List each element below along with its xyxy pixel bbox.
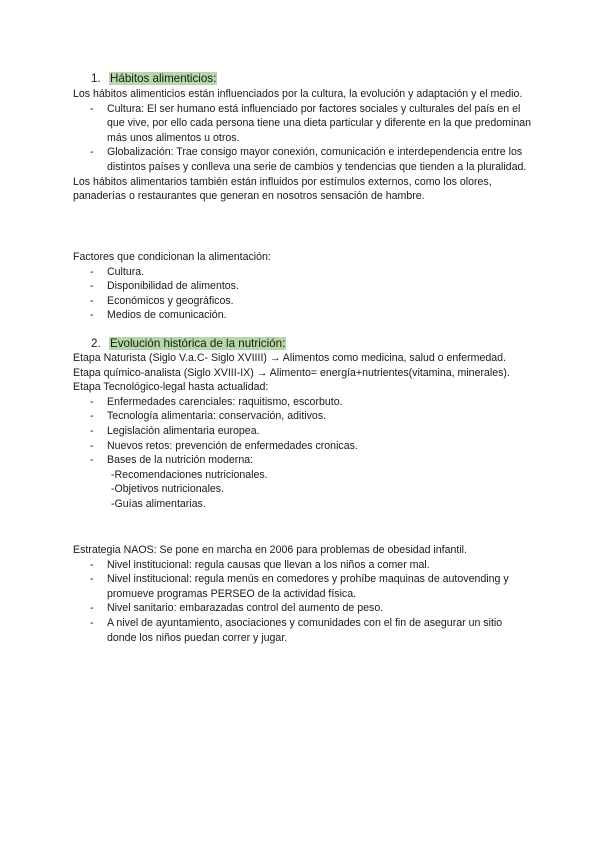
section-1-outro: Los hábitos alimentarios también están influidos por estímulos externos, como los olores, panaderías o restaurantes que generan en nosotros sensación de hambre. [73, 175, 492, 203]
section-1-body [73, 87, 533, 204]
list-item: - Globalización: Trae consigo mayor conexión, comunicación e interdependencia entre los distintos países y conlleva una serie de cambios y tendencias que tienden a la pluralidad. [73, 145, 533, 174]
section-2-title: Evolución histórica de la nutrición: [110, 337, 286, 350]
list-item: - Cultura. [73, 265, 533, 280]
list-item: - Medios de comunicación. [73, 308, 533, 323]
list-item: - A nivel de ayuntamiento, asociaciones y comunidades con el fin de asegurar un sitio donde los niños puedan correr y jugar. [73, 616, 533, 645]
factors-block [73, 250, 533, 323]
list-item: - Tecnología alimentaria: conservación, aditivos. [73, 409, 533, 424]
list-item: - Bases de la nutrición moderna: [73, 453, 533, 468]
section-1-number: 1. [91, 72, 101, 85]
section-1-title: Hábitos alimenticios: [110, 72, 217, 85]
naos-list [73, 558, 533, 646]
stage-naturista: Etapa Naturista (Siglo V.a.C- Siglo XVIIII) → Alimentos como medicina, salud o enfermedad. [73, 352, 506, 364]
list-item: - Enfermedades carenciales: raquitismo, escorbuto. [73, 395, 533, 410]
section-1-bullets [73, 102, 533, 175]
stage-tecnologico: Etapa Tecnológico-legal hasta actualidad: [73, 381, 269, 394]
list-item: - Nivel sanitario: embarazadas control del aumento de peso. [73, 601, 533, 616]
list-item: - Cultura: El ser humano está influenciado por factores sociales y culturales del país en el que vive, por ello cada persona tiene una dieta particular y diferente en la que predominan más unos alimentos u otros. [73, 102, 533, 146]
bases-item: -Objetivos nutricionales. [111, 483, 225, 496]
list-item: - Nivel institucional: regula menús en comedores y prohíbe maquinas de autovending y promueve programas PERSEO de la actividad física. [73, 572, 533, 601]
section-2-heading [91, 336, 286, 351]
factors-list [73, 265, 533, 323]
factors-title: Factores que condicionan la alimentación: [73, 251, 271, 263]
section-1-heading [91, 71, 217, 86]
list-item: - Nuevos retos: prevención de enfermedades cronicas. [73, 439, 533, 454]
section-2-number: 2. [91, 337, 101, 350]
naos-block [73, 543, 533, 645]
bases-item: -Guías alimentarias. [111, 497, 206, 510]
bases-item: -Recomendaciones nutricionales. [111, 468, 268, 481]
naos-title: Estrategia NAOS: Se pone en marcha en 2006 para problemas de obesidad infantil. [73, 544, 467, 556]
list-item: - Legislación alimentaria europea. [73, 424, 533, 439]
list-item: - Nivel institucional: regula causas que llevan a los niños a comer mal. [73, 558, 533, 573]
list-item: - Económicos y geográficos. [73, 294, 533, 309]
stage-quimico: Etapa químico-analista (Siglo XVIII-IX) → Alimento= energía+nutrientes(vitamina, minerales). [73, 366, 510, 379]
stage-3-list [73, 395, 533, 468]
section-2-body [73, 351, 533, 512]
list-item: - Disponibilidad de alimentos. [73, 279, 533, 294]
section-1-intro: Los hábitos alimenticios están influenciados por la cultura, la evolución y adaptación y el medio. [73, 88, 523, 100]
